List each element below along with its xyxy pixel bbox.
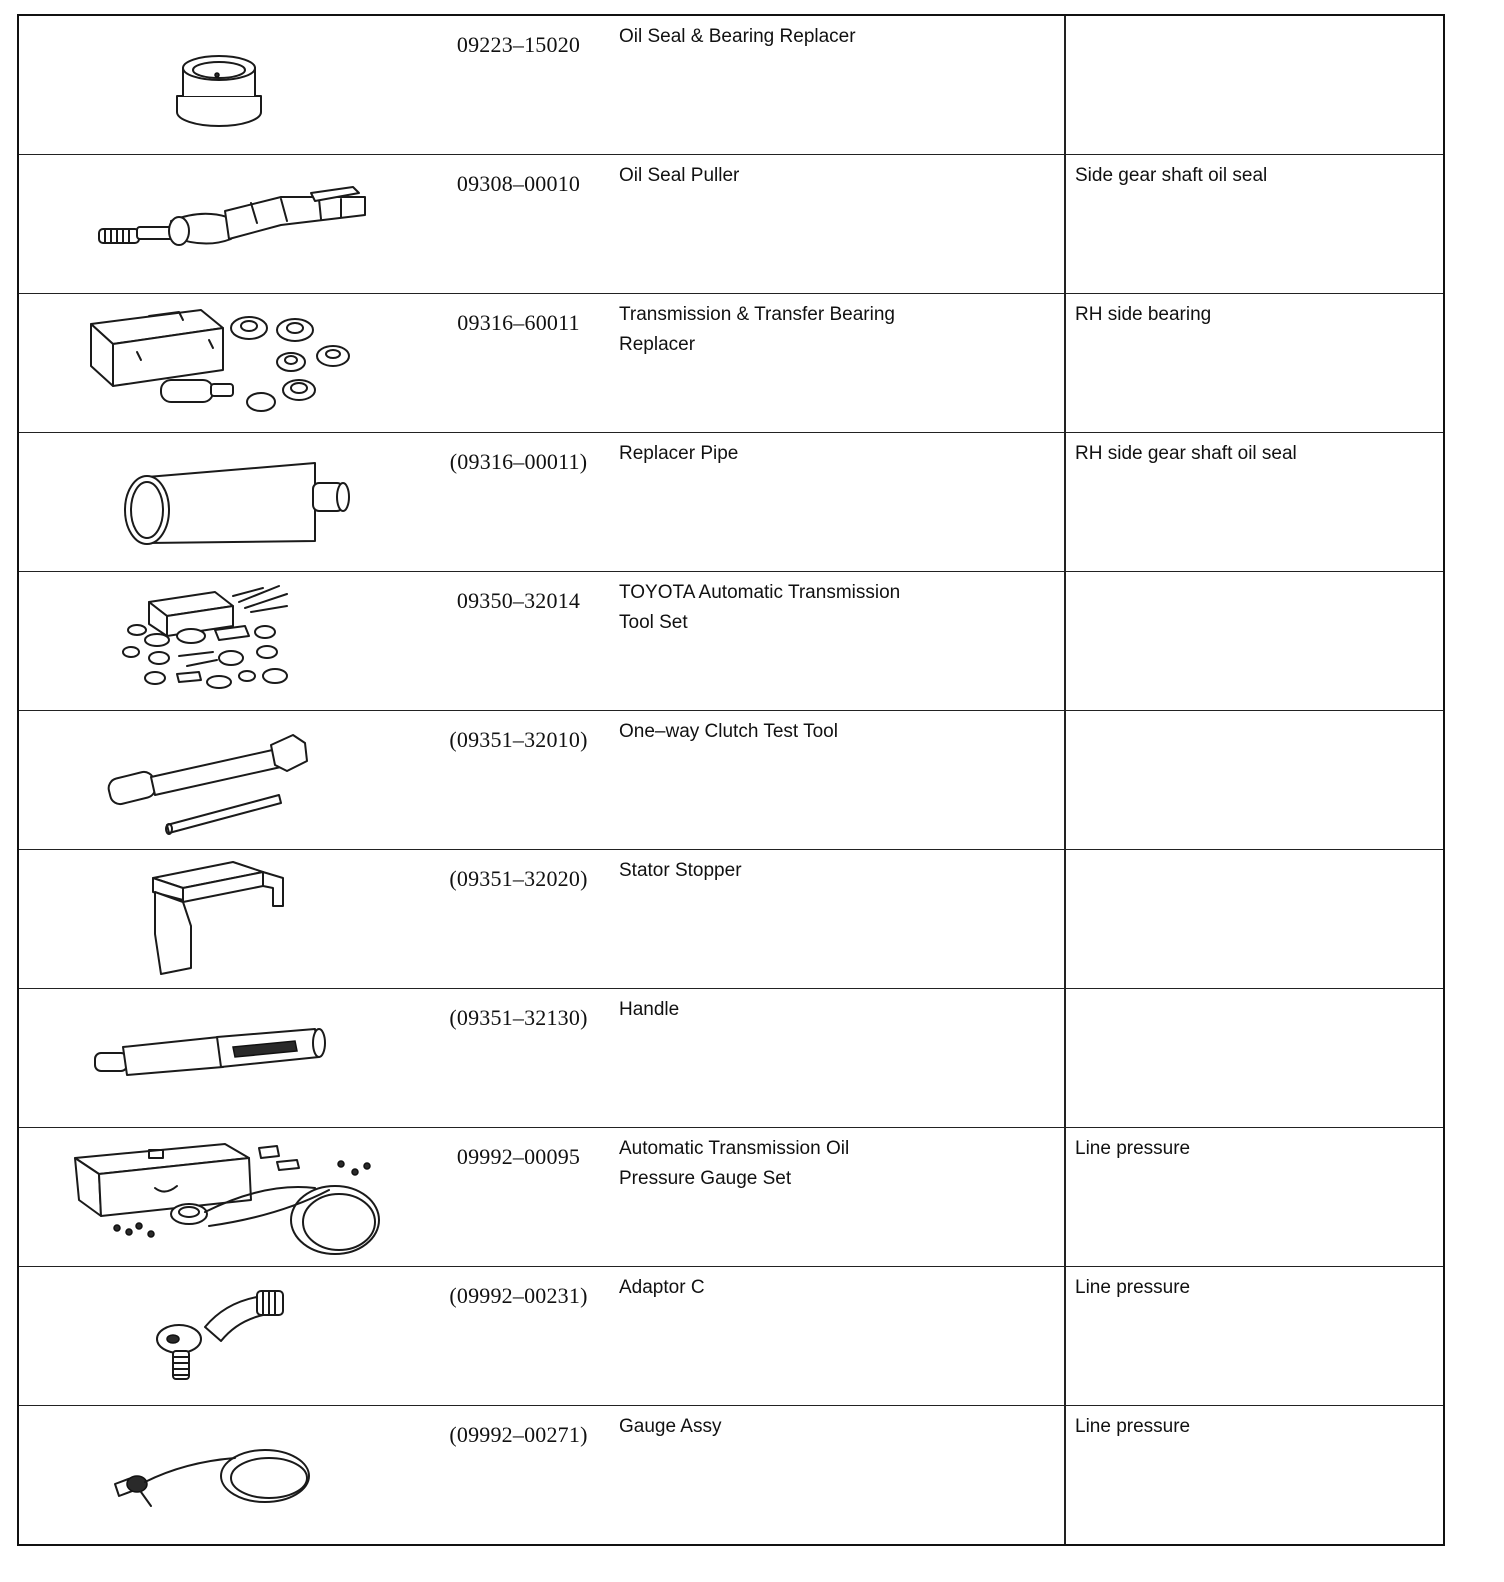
table-row (19, 572, 1443, 711)
stator-stopper-icon (19, 850, 414, 988)
column-divider (1064, 294, 1066, 432)
column-divider (1064, 1267, 1066, 1405)
part-number: (09316–00011) (449, 449, 588, 474)
table-row (19, 989, 1443, 1128)
tool-usage: Line pressure (1075, 1416, 1191, 1437)
clutch-test-tool-icon (19, 711, 414, 849)
column-divider (1064, 989, 1066, 1127)
table-row (19, 294, 1443, 433)
column-divider (1064, 433, 1066, 571)
part-number: 09350–32014 (456, 588, 581, 613)
replacer-pipe-icon (19, 433, 414, 571)
part-number: 09223–15020 (456, 32, 581, 57)
tool-usage: RH side bearing (1075, 304, 1212, 325)
tool-usage: RH side gear shaft oil seal (1075, 443, 1297, 464)
tool-usage: Line pressure (1075, 1138, 1191, 1159)
tool-name: Adaptor C (619, 1277, 705, 1298)
tool-set-kit-icon (19, 572, 414, 710)
column-divider (1064, 711, 1066, 849)
tool-name: Transmission & Transfer Bearing Replacer (619, 304, 895, 355)
knurled-handle-icon (19, 989, 414, 1127)
tool-name: Oil Seal & Bearing Replacer (619, 26, 856, 47)
part-number: (09351–32130) (449, 1005, 588, 1030)
slide-hammer-puller-icon (19, 155, 414, 293)
table-row (19, 1406, 1443, 1544)
tool-name: Gauge Assy (619, 1416, 722, 1437)
table-row (19, 850, 1443, 989)
table-row (19, 155, 1443, 294)
table-row (19, 711, 1443, 850)
table-row (19, 16, 1443, 155)
pressure-gauge-set-icon (19, 1128, 414, 1266)
table-row (19, 1267, 1443, 1406)
table-row (19, 433, 1443, 572)
tool-name: Handle (619, 999, 680, 1020)
table-row (19, 1128, 1443, 1267)
part-number: 09308–00010 (456, 171, 581, 196)
part-number: 09316–60011 (457, 310, 580, 335)
seal-replacer-cup-icon (19, 16, 414, 154)
special-service-tools-table (17, 14, 1445, 1546)
column-divider (1064, 16, 1066, 154)
tool-name: TOYOTA Automatic Transmission Tool Set (619, 582, 901, 633)
adaptor-fitting-icon (19, 1267, 414, 1405)
tool-name: One–way Clutch Test Tool (619, 721, 838, 742)
gauge-hose-icon (19, 1406, 414, 1544)
tool-usage: Side gear shaft oil seal (1075, 165, 1268, 186)
part-number: (09351–32010) (449, 727, 588, 752)
tool-name: Replacer Pipe (619, 443, 739, 464)
column-divider (1064, 1406, 1066, 1544)
part-number: (09992–00271) (449, 1422, 588, 1447)
part-number: (09351–32020) (449, 866, 588, 891)
tool-usage: Line pressure (1075, 1277, 1191, 1298)
part-number: (09992–00231) (449, 1283, 588, 1308)
column-divider (1064, 1128, 1066, 1266)
part-number: 09992–00095 (456, 1144, 581, 1169)
column-divider (1064, 155, 1066, 293)
column-divider (1064, 572, 1066, 710)
bearing-replacer-kit-icon (19, 294, 414, 432)
tool-name: Oil Seal Puller (619, 165, 740, 186)
tool-name: Automatic Transmission Oil Pressure Gauge Set (619, 1138, 850, 1189)
column-divider (1064, 850, 1066, 988)
tool-name: Stator Stopper (619, 860, 742, 881)
